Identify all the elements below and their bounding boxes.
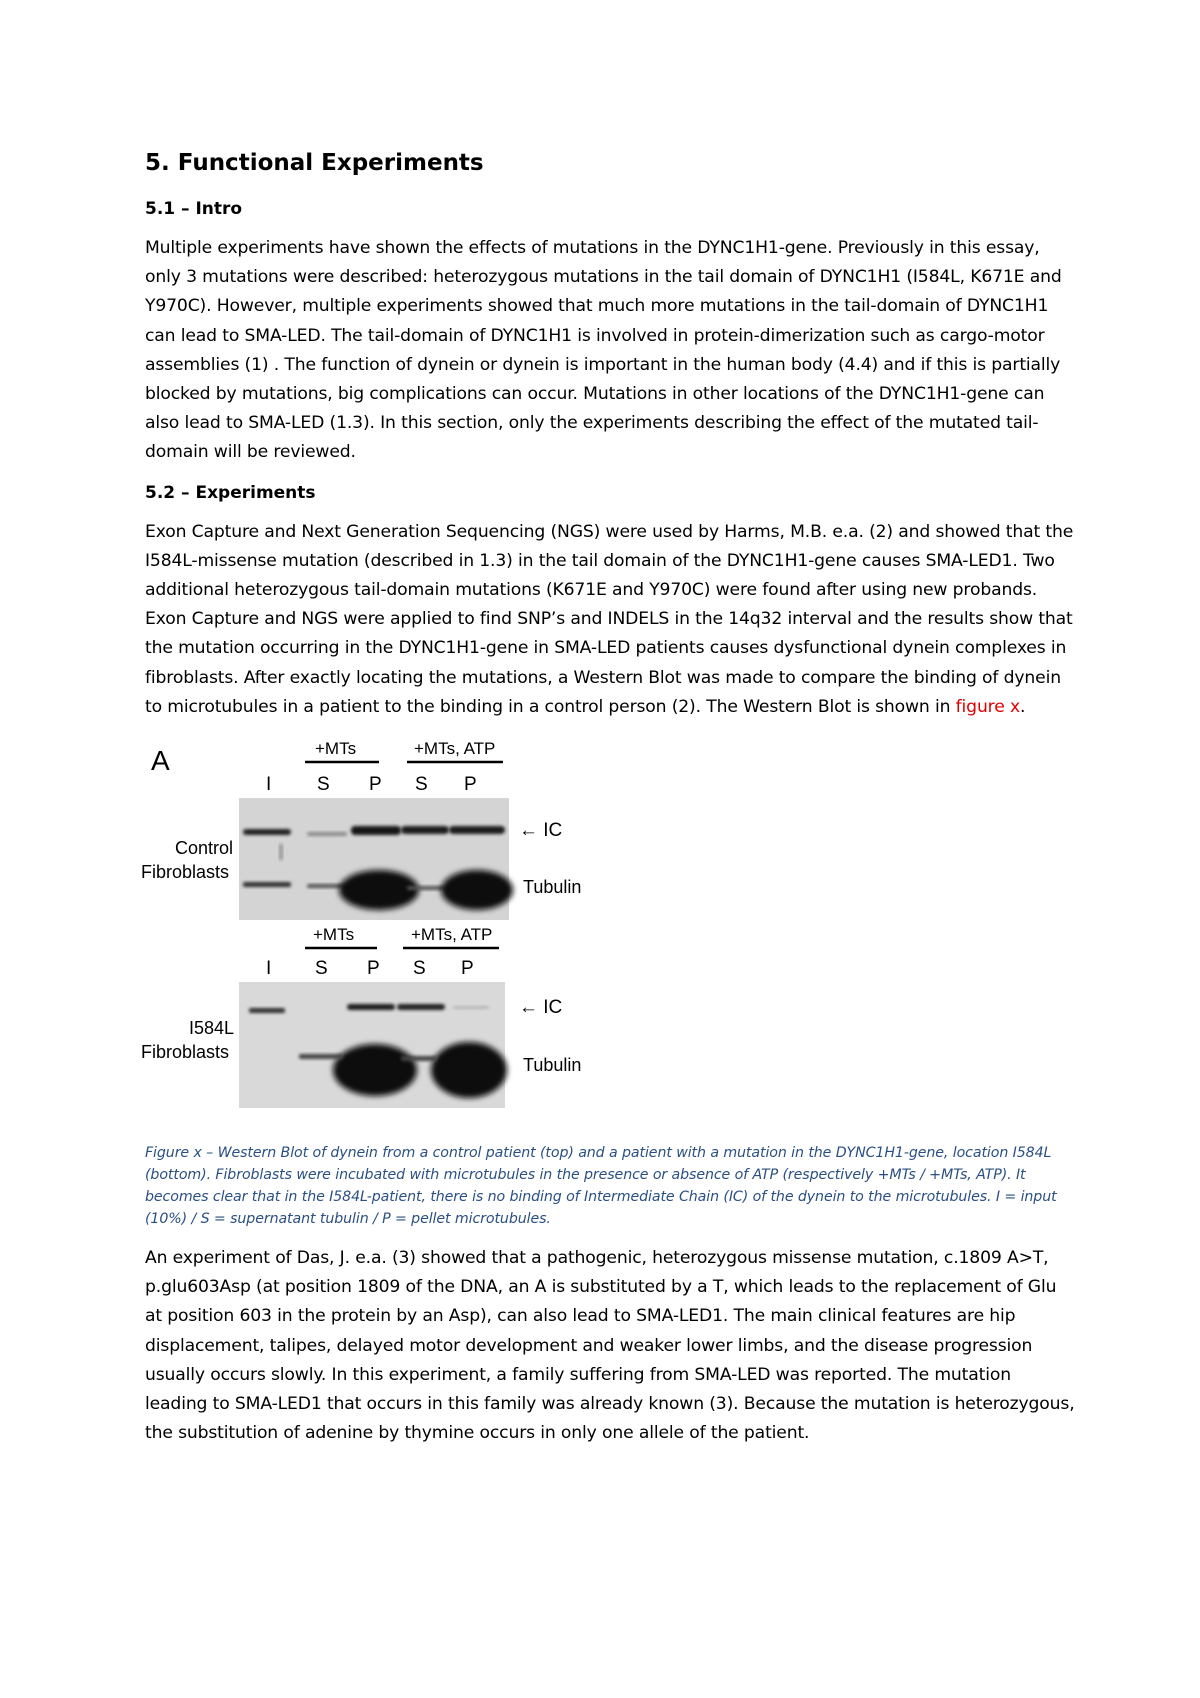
panel-label: A xyxy=(151,745,170,777)
bottom-band-tub-p2 xyxy=(431,1042,507,1098)
bottom-group1-label: +MTs xyxy=(313,925,355,945)
bottom-ic-label: ← IC xyxy=(519,997,563,1019)
top-tubulin-label: Tubulin xyxy=(523,877,582,898)
experiments-paragraph-1-text: Exon Capture and Next Generation Sequencing (NGS) were used by Harms, M.B. e.a. (2) and showed that the I584L-missense mutation (described in 1.3) in the tail domain of the DYNC1H1-gene causes SMA-LED1. Two additional heterozygous tail-domain mutations (K671E and Y970C) were found after using new probands. Exon Capture and NGS were applied to find SNP’s and INDELS in the 14q32 interval and the results show that the mutation occurring in the DYNC1H1-gene in SMA-LED patients causes dysfunctional dynein complexes in fibroblasts. After exactly locating the mutations, a Western Blot was made to compare the binding of dynein to microtubules in a patient to the binding in a control person (2). The Western Blot is shown in xyxy=(145,521,1074,717)
top-band-tub-p2 xyxy=(441,870,513,910)
top-band-ic-p1 xyxy=(351,826,401,835)
top-blot xyxy=(239,798,513,920)
bottom-band-tub-s1 xyxy=(299,1054,343,1059)
document-page xyxy=(141,148,1075,1462)
bottom-band-ic-p2 xyxy=(453,1006,489,1009)
western-blot-figure xyxy=(139,736,699,1136)
top-lane-5: P xyxy=(464,774,477,796)
top-lane-2: S xyxy=(317,774,330,796)
top-band-tub-input xyxy=(243,882,291,887)
experiments-paragraph-2: An experiment of Das, J. e.a. (3) showed that a pathogenic, heterozygous missense mutation, c.1809 A>T, p.glu603Asp (at position 1809 of the DNA, an A is substituted by a T, which leads to the replacement of Glu at position 603 in the protein by an Asp), can also lead to SMA-LED1. The main clinical features are hip displacement, talipes, delayed motor development and weaker lower limbs, and the disease progression usually occurs slowly. In this experiment, a family suffering from SMA-LED was reported. The mutation leading to SMA-LED1 that occurs in this family was already known (3). Because the mutation is heterozygous, the substitution of adenine by thymine occurs in only one allele of the patient. xyxy=(145,1248,1075,1444)
bottom-band-ic-input xyxy=(249,1008,285,1013)
top-blot-smudge xyxy=(279,844,283,860)
bottom-band-ic-s2 xyxy=(397,1004,445,1010)
top-row-label-2: Fibroblasts xyxy=(141,862,230,883)
bottom-lane-4: S xyxy=(413,958,426,980)
top-band-ic-s2 xyxy=(401,826,449,834)
bottom-band-tub-p1 xyxy=(333,1044,417,1096)
top-band-ic-s1 xyxy=(307,832,347,836)
bottom-lane-2: S xyxy=(315,958,328,980)
bottom-group2-label: +MTs, ATP xyxy=(411,925,493,945)
top-lane-3: P xyxy=(369,774,382,796)
western-blot-image xyxy=(139,736,699,1136)
figure-reference-link[interactable]: figure x xyxy=(955,696,1020,717)
intro-paragraph: Multiple experiments have shown the effects of mutations in the DYNC1H1-gene. Previously in this essay, only 3 mutations were described: heterozygous mutations in the tail domain of DYNC1H1 (I584L, K671E and Y970C). However, multiple experiments showed that much more mutations in the tail-domain of DYNC1H1 can lead to SMA-LED. The tail-domain of DYNC1H1 is involved in protein-dimerization such as cargo-motor assemblies (1) . The function of dynein or dynein is important in the human body (4.4) and if this is partially blocked by mutations, big complications can occur. Mutations in other locations of the DYNC1H1-gene can also lead to SMA-LED (1.3). In this section, only the experiments describing the effect of the mutated tail-domain will be reviewed. xyxy=(145,238,1062,463)
bottom-tubulin-label: Tubulin xyxy=(523,1055,582,1076)
top-row-label-1: Control xyxy=(175,838,234,859)
top-group1-label: +MTs xyxy=(315,739,357,759)
intro-heading: 5.1 – Intro xyxy=(145,199,243,219)
top-band-tub-p1 xyxy=(339,870,419,910)
bottom-lane-3: P xyxy=(367,958,380,980)
top-band-ic-p2 xyxy=(449,826,505,834)
section-title: 5. Functional Experiments xyxy=(145,150,484,176)
bottom-lane-1: I xyxy=(266,958,272,980)
top-lane-1: I xyxy=(266,774,272,796)
top-group2-label: +MTs, ATP xyxy=(414,739,496,759)
top-band-tub-s2 xyxy=(407,886,447,890)
bottom-blot xyxy=(239,982,507,1108)
top-lane-4: S xyxy=(415,774,428,796)
experiments-paragraph-1 xyxy=(145,518,1075,722)
bottom-band-ic-p1 xyxy=(347,1004,395,1010)
top-ic-label: ← IC xyxy=(519,820,563,842)
figure-caption: Figure x – Western Blot of dynein from a control patient (top) and a patient with a mutation in the DYNC1H1-gene, location I584L (bottom). Fibroblasts were incubated with microtubules in the presence or absence of ATP (respectively +MTs / +MTs, ATP). It becomes clear that in the I584L-patient, there is no binding of Intermediate Chain (IC) of the dynein to the microtubules. I = input (10%) / S = supernatant tubulin / P = pellet microtubules. xyxy=(145,1145,1057,1228)
top-band-ic-input xyxy=(243,829,291,835)
bottom-row-label-1: I584L xyxy=(189,1018,235,1039)
bottom-band-tub-s2 xyxy=(401,1056,437,1061)
bottom-lane-5: P xyxy=(461,958,474,980)
experiments-paragraph-1-end: . xyxy=(1019,696,1026,717)
experiments-heading: 5.2 – Experiments xyxy=(145,482,316,503)
bottom-row-label-2: Fibroblasts xyxy=(141,1042,230,1063)
